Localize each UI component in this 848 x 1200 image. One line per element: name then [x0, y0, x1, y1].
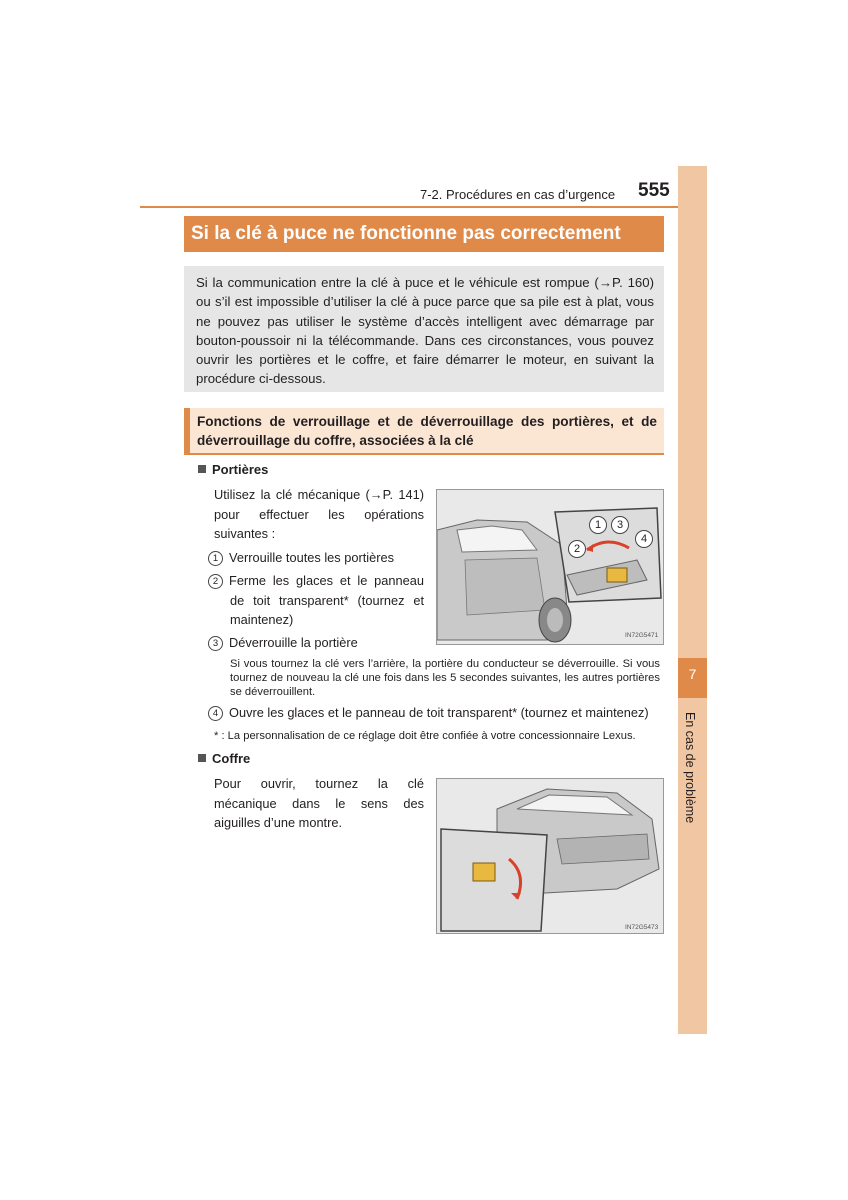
doors-heading — [198, 461, 268, 479]
figure-callout-3: 3 — [611, 516, 629, 534]
figure-callout-4: 4 — [635, 530, 653, 548]
square-bullet-icon — [198, 754, 206, 762]
doors-item-2: 2 Ferme les glaces et le panneau de toit transparent* (tournez et maintenez) — [208, 571, 424, 630]
figure-code: IN72G5473 — [625, 924, 659, 931]
doors-intro: Utilisez la clé mécanique (→P. 141) pour effectuer les opérations suivantes : — [214, 487, 424, 541]
doors-footnote: * : La personnalisation de ce réglage doit être confiée à votre concessionnaire Lexus. — [214, 730, 636, 742]
doors-note-3: Si vous tournez la clé vers l’arrière, la portière du conducteur se déverrouille. Si vous tournez de nouveau la clé une fois dans les 5 secondes suivantes, les autres portières se déverrouillent. — [230, 658, 660, 698]
step-number-icon: 1 — [208, 551, 223, 566]
step-number-icon: 2 — [208, 574, 223, 589]
chapter-side-strip — [678, 166, 707, 1034]
header-rule — [140, 206, 678, 208]
chapter-title: En cas de problème — [683, 712, 697, 824]
car-door-illustration — [437, 490, 664, 645]
header-section-title: 7-2. Procédures en cas d’urgence — [420, 187, 616, 202]
doors-item-1: 1 Verrouille toutes les portières — [208, 548, 428, 568]
page-number: 555 — [638, 180, 670, 201]
figure-code: IN72G5471 — [625, 632, 659, 639]
trunk-key-figure — [436, 778, 664, 934]
car-trunk-illustration — [437, 779, 664, 934]
subheading-accent — [184, 408, 190, 455]
trunk-label: Coffre — [212, 751, 251, 766]
doors-label: Portières — [212, 462, 269, 477]
figure-callout-1: 1 — [589, 516, 607, 534]
doors-item-3: 3 Déverrouille la portière — [208, 633, 428, 653]
page-title: Si la clé à puce ne fonctionne pas correctement — [191, 223, 621, 244]
intro-text: Si la communication entre la clé à puce et le véhicule est rompue (→P. 160) ou s’il est impossible d’utiliser la clé à puce parce que sa pile est à plat, vous ne pouvez pas utiliser le système d’accès intelligent avec démarrage par bouton-poussoir ni la télécommande. Dans ces circonstances, vous pouvez ouvrir les portières et le coffre, et faire démarrer le moteur, en suivant la procédure ci-dessous. — [196, 275, 654, 387]
chapter-number: 7 — [688, 666, 697, 682]
step-number-icon: 3 — [208, 636, 223, 651]
trunk-text: Pour ouvrir, tournez la clé mécanique dans le sens des aiguilles d’une montre. — [214, 776, 424, 830]
step-number-icon: 4 — [208, 706, 223, 721]
door-key-figure — [436, 489, 664, 645]
square-bullet-icon — [198, 465, 206, 473]
subheading: Fonctions de verrouillage et de déverrouillage des portières, et de déverrouillage du coffre, associées à la clé — [197, 414, 657, 448]
figure-callout-2: 2 — [568, 540, 586, 558]
trunk-heading — [198, 750, 250, 768]
doors-item-4: 4 Ouvre les glaces et le panneau de toit transparent* (tournez et maintenez) — [208, 703, 668, 723]
